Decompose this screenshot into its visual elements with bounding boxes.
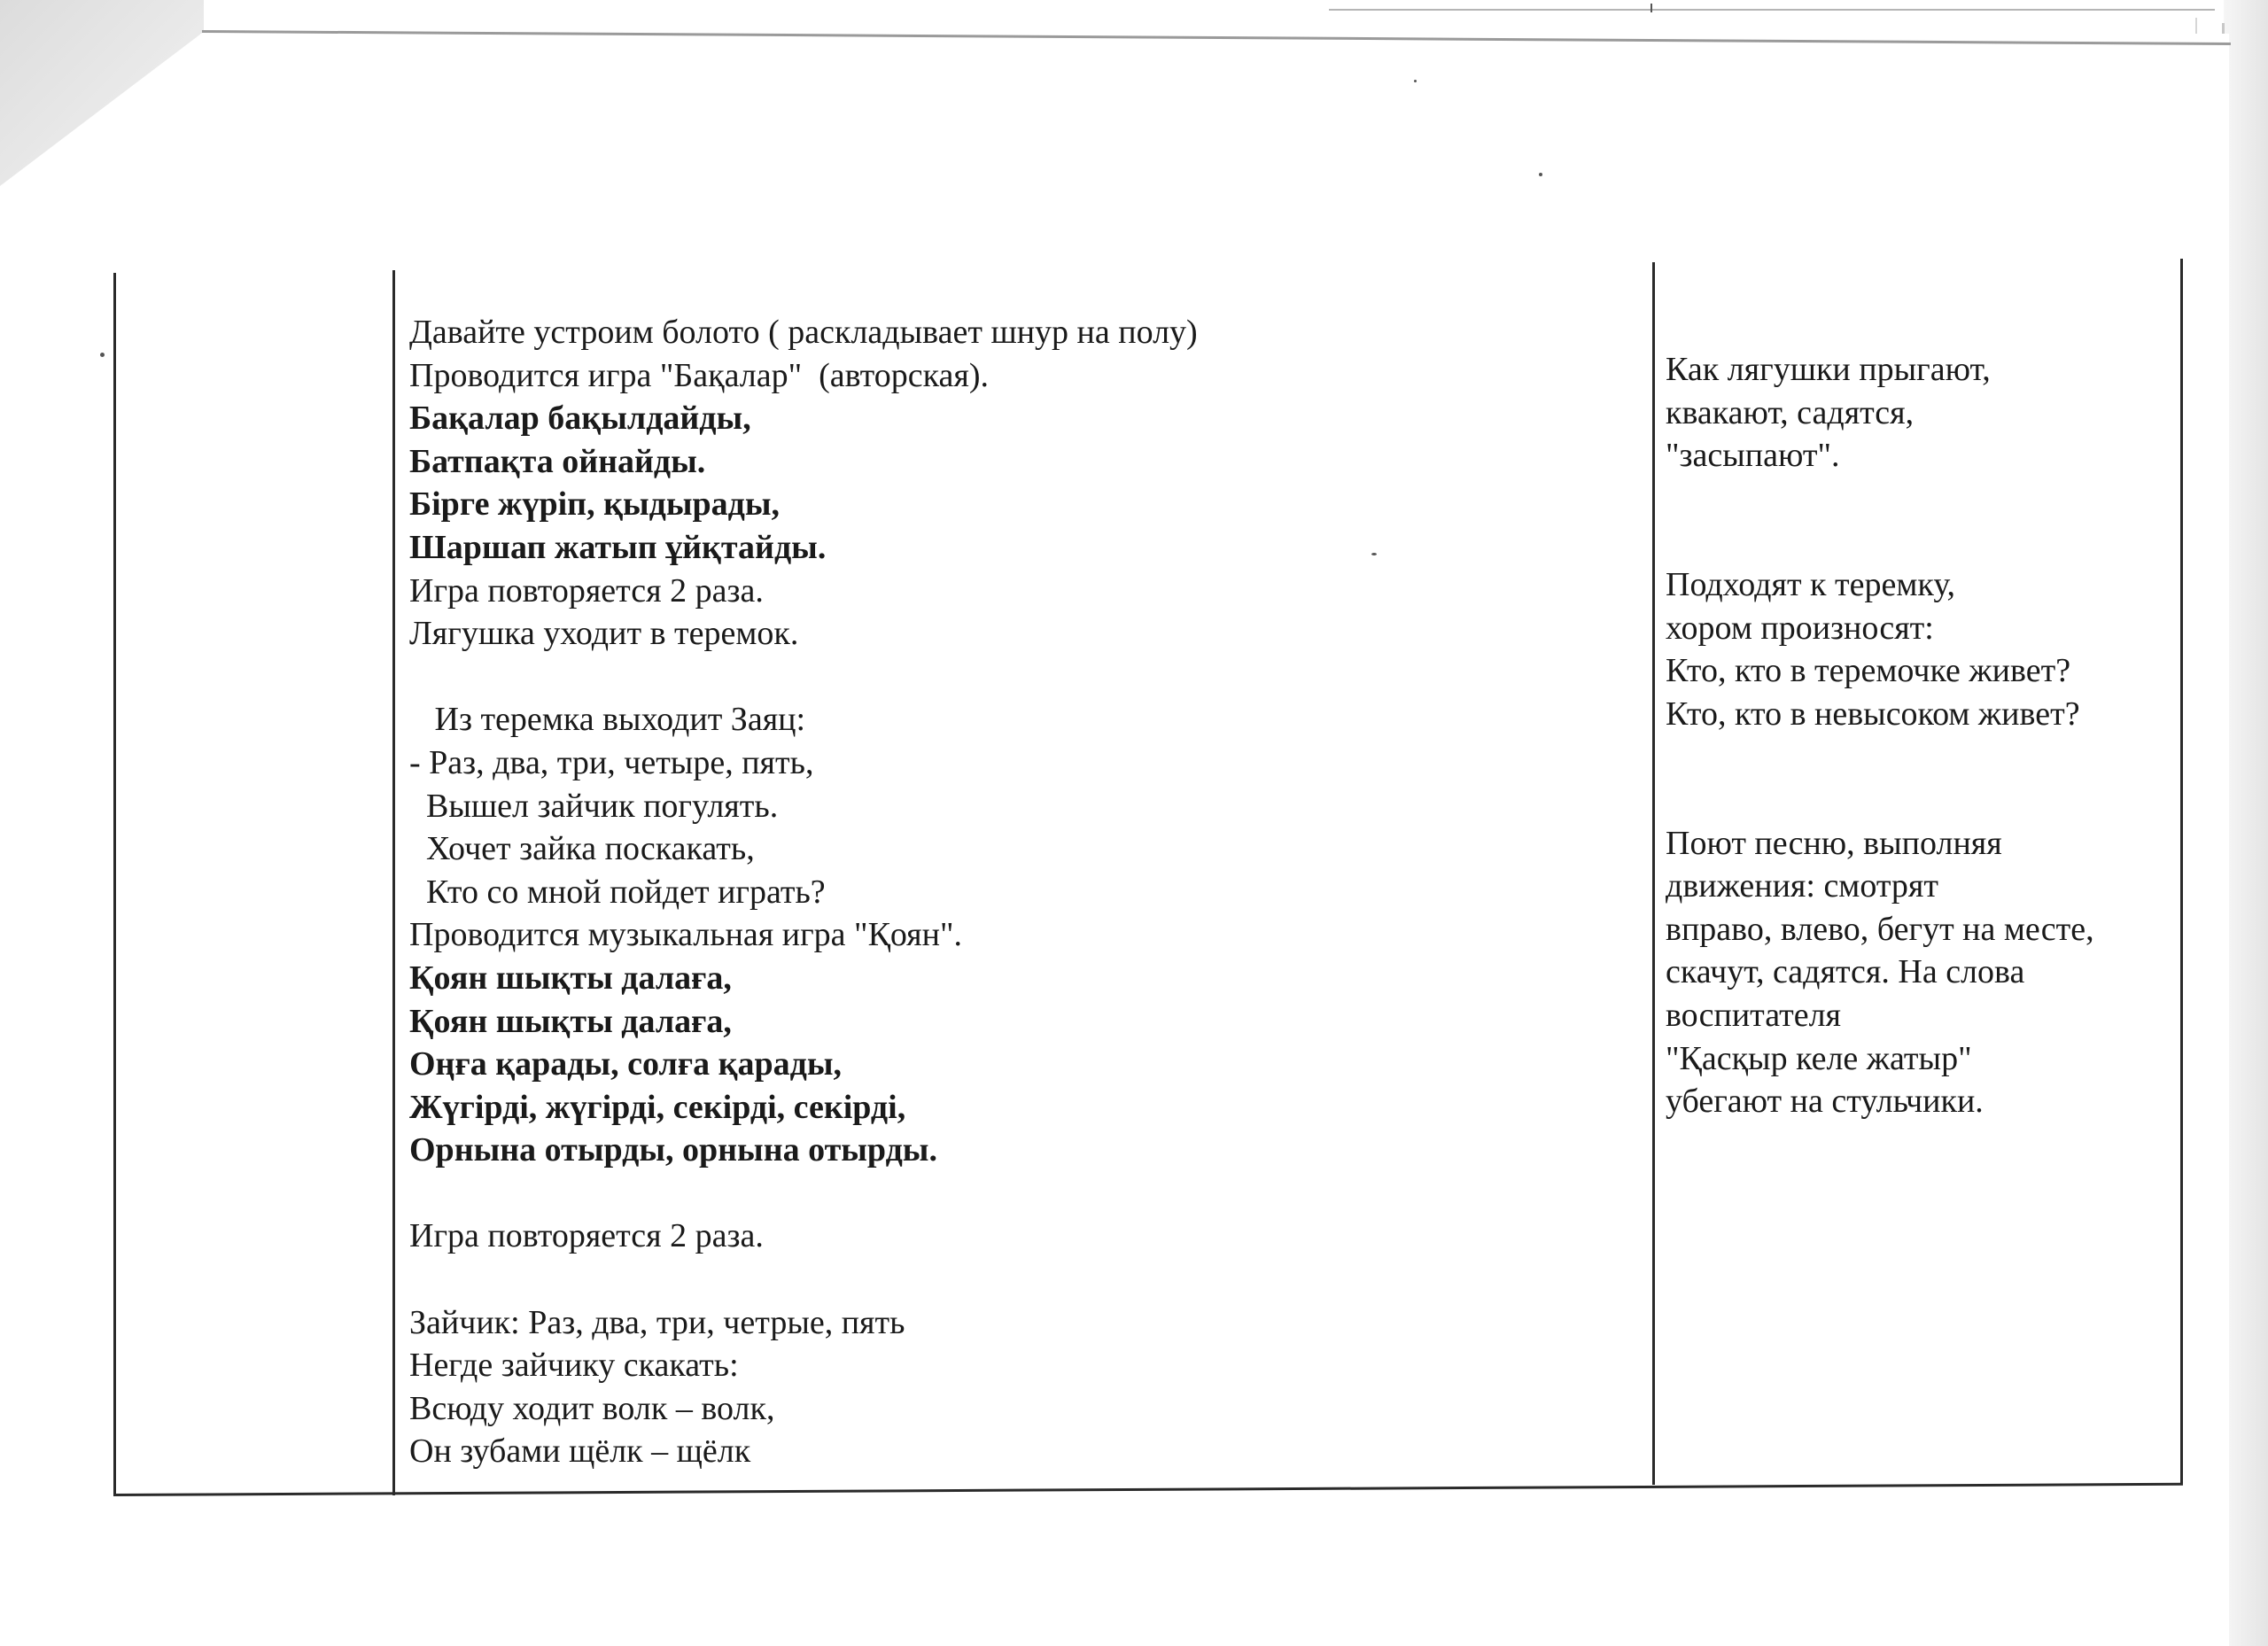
text-line: Батпақта ойнайды. bbox=[409, 442, 706, 480]
text-line: Проводится музыкальная игра "Қоян". bbox=[409, 916, 963, 954]
text-line: квакают, садятся, bbox=[1666, 393, 1915, 431]
table-column-divider-2 bbox=[1652, 262, 1655, 1485]
text-line: Кто, кто в теремочке живет? bbox=[1666, 652, 2071, 690]
back-page-edge bbox=[1329, 9, 2215, 11]
text-line: Негде зайчику скакать: bbox=[409, 1347, 739, 1385]
text-line bbox=[409, 656, 1198, 699]
text-line bbox=[1666, 779, 2094, 822]
text-line: Подходят к теремку, bbox=[1666, 565, 1956, 603]
table-column-divider-1 bbox=[392, 270, 395, 1495]
text-line: Давайте устроим болото ( раскладывает шнур на полу) bbox=[409, 314, 1198, 351]
text-line: убегают на стульчики. bbox=[1666, 1083, 1984, 1121]
text-line bbox=[1666, 477, 2094, 521]
text-line: Бақалар бақылдайды, bbox=[409, 400, 751, 438]
text-line bbox=[409, 1172, 1198, 1215]
table-right-border bbox=[2180, 259, 2183, 1483]
text-line: Всюду ходит волк – волк, bbox=[409, 1389, 775, 1427]
text-line bbox=[1666, 520, 2094, 563]
text-line: движения: смотрят bbox=[1666, 867, 1939, 905]
text-line: Из теремка выходит Заяц: bbox=[409, 701, 806, 739]
text-line: Игра повторяется 2 раза. bbox=[409, 1217, 764, 1255]
scanner-right-shadow bbox=[2224, 0, 2268, 1646]
text-line: Проводится игра "Бақалар" (авторская). bbox=[409, 356, 989, 394]
text-line: Игра повторяется 2 раза. bbox=[409, 571, 764, 609]
text-line: скачут, садятся. На слова bbox=[1666, 953, 2025, 991]
text-line: Бірге жүріп, қыдырады, bbox=[409, 485, 781, 524]
text-line: Лягушка уходит в теремок. bbox=[409, 615, 799, 653]
text-line: Вышел зайчик погулять. bbox=[409, 787, 779, 825]
table-left-border bbox=[113, 273, 116, 1495]
text-line: Хочет зайка поскакать, bbox=[409, 830, 755, 868]
text-line: вправо, влево, бегут на месте, bbox=[1666, 910, 2094, 948]
scan-speck bbox=[1539, 173, 1542, 176]
text-line: Жүгірді, жүгірді, секірді, секірді, bbox=[409, 1088, 906, 1126]
text-line: Кто со мной пойдет играть? bbox=[409, 873, 826, 911]
text-line: Оңға қарады, солға қарады, bbox=[409, 1045, 842, 1083]
text-line: Кто, кто в невысоком живет? bbox=[1666, 695, 2080, 733]
text-line: Он зубами щёлк – щёлк bbox=[409, 1432, 751, 1471]
text-line: Қоян шықты далаға, bbox=[409, 1002, 732, 1040]
text-line bbox=[409, 1258, 1198, 1301]
text-line: Орнына отырды, орнына отырды. bbox=[409, 1131, 937, 1169]
text-line: Шаршап жатып ұйқтайды. bbox=[409, 528, 827, 566]
text-line: Зайчик: Раз, два, три, четрые, пять bbox=[409, 1303, 905, 1341]
scan-speck bbox=[100, 353, 105, 357]
text-line: воспитателя bbox=[1666, 996, 1842, 1034]
text-line: Как лягушки прыгают, bbox=[1666, 351, 1991, 388]
text-line: "Қасқыр келе жатыр" bbox=[1666, 1039, 1972, 1077]
scan-speck bbox=[1414, 80, 1417, 82]
scan-speck bbox=[1371, 553, 1377, 555]
text-line bbox=[1666, 735, 2094, 779]
text-line: Поют песню, выполняя bbox=[1666, 824, 2002, 862]
scan-speck bbox=[1651, 4, 1652, 12]
text-line: - Раз, два, три, четыре, пять, bbox=[409, 743, 814, 781]
text-line: "засыпают". bbox=[1666, 437, 1840, 475]
right-column-text bbox=[1666, 348, 2094, 1123]
text-line: Қоян шықты далаға, bbox=[409, 959, 732, 997]
text-line: хором произносят: bbox=[1666, 609, 1934, 647]
middle-column-text bbox=[409, 311, 1198, 1473]
